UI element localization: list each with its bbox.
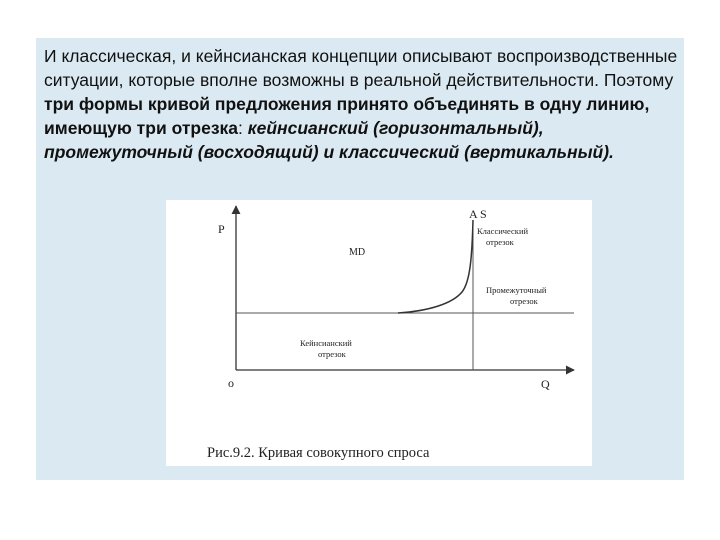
intermediate-segment-label-2: отрезок bbox=[510, 296, 538, 306]
aggregate-supply-figure bbox=[166, 200, 592, 466]
aggregate-supply-diagram bbox=[166, 200, 592, 466]
slide-paragraph bbox=[44, 44, 680, 164]
classical-segment-label: Классический bbox=[477, 226, 529, 236]
paragraph-emphasis: три формы кривой предложения принято объединять в одну линию, имеющую три отрезка bbox=[44, 94, 650, 138]
md-label: MD bbox=[349, 247, 366, 258]
keynesian-segment-label-2: отрезок bbox=[318, 349, 346, 359]
aggregate-supply-curve bbox=[398, 220, 473, 313]
origin-label: o bbox=[228, 376, 234, 390]
paragraph-segments: кейнсианский (горизонтальный), промежуточный (восходящий) и классический (вертикальный). bbox=[44, 118, 614, 162]
intermediate-segment-label: Промежуточный bbox=[486, 285, 547, 295]
classical-segment-label-2: отрезок bbox=[486, 237, 514, 247]
axis-label-p: P bbox=[218, 222, 225, 236]
keynesian-segment-label: Кейнсианский bbox=[300, 338, 352, 348]
figure-caption: Рис.9.2. Кривая совокупного спроса bbox=[207, 445, 430, 461]
curve-label-as: A S bbox=[469, 207, 487, 221]
axis-label-q: Q bbox=[541, 377, 550, 391]
paragraph-colon: : bbox=[238, 118, 248, 138]
paragraph-intro: И классическая, и кейнсианская концепции описывают воспроизводственные ситуации, которые вполне возможны в реальной действительности. Поэтому bbox=[44, 46, 678, 90]
